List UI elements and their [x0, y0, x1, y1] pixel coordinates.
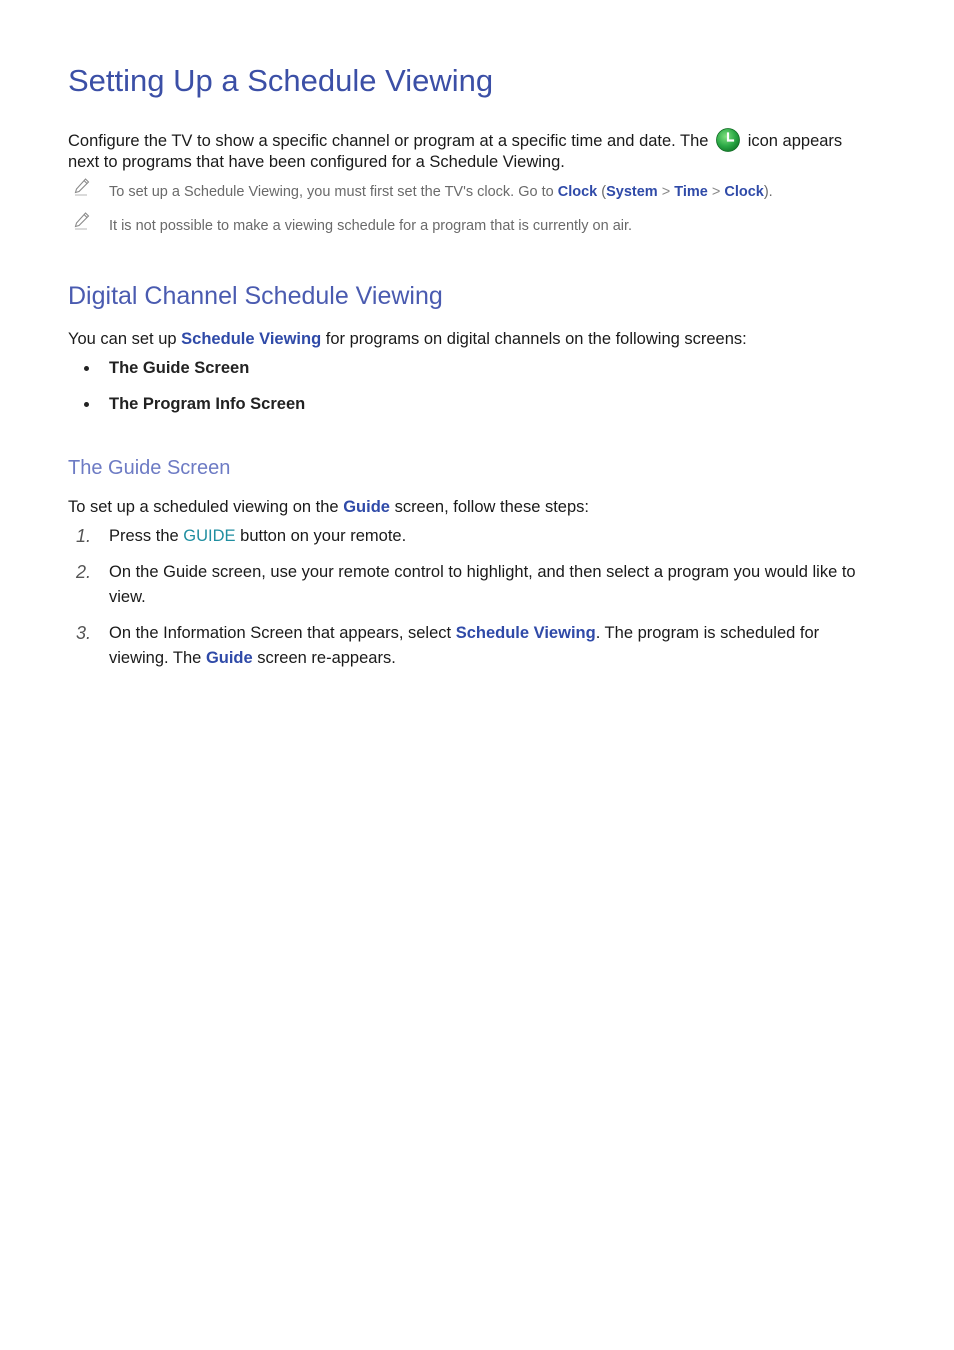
- step-list: [68, 524, 874, 671]
- step-text: On the Information Screen that appears, select: [109, 624, 452, 642]
- intro-paragraph: [68, 128, 874, 172]
- note-clock-suffix: ).: [763, 184, 773, 200]
- schedule-viewing-link[interactable]: Schedule Viewing: [181, 330, 322, 348]
- step-item-1: [68, 524, 874, 549]
- bullet-icon: [84, 402, 89, 407]
- step-text: On the Guide screen, use your remote control to highlight, and then select a program you would like to view.: [109, 563, 856, 606]
- step-number: 1.: [76, 526, 92, 546]
- note-clock-text: To set up a Schedule Viewing, you must first set the TV's clock. Go to: [109, 184, 554, 200]
- page-title: Setting Up a Schedule Viewing: [68, 63, 494, 98]
- chevron-right-icon: >: [711, 184, 721, 200]
- note-on-air-text: It is not possible to make a viewing schedule for a program that is currently on air.: [109, 218, 633, 234]
- digital-text-after: for programs on digital channels on the following screens:: [325, 330, 747, 348]
- guide-heading: The Guide Screen: [68, 457, 231, 479]
- menu-time-link[interactable]: Time: [674, 184, 708, 200]
- schedule-viewing-link[interactable]: Schedule Viewing: [455, 624, 596, 642]
- list-item-label: The Program Info Screen: [109, 395, 306, 413]
- step-text: Press the: [109, 527, 179, 545]
- note-on-air: [68, 216, 874, 236]
- guide-link[interactable]: Guide: [205, 649, 253, 667]
- step-item-3: [68, 621, 874, 671]
- bullet-icon: [84, 366, 89, 371]
- intro-text-2: icon appears next to programs that have been configured for a Schedule Viewing.: [68, 132, 843, 171]
- step-text: . The program is scheduled for viewing. The: [109, 624, 820, 667]
- list-item: [68, 394, 874, 414]
- guide-link[interactable]: Guide: [343, 498, 390, 516]
- step-text: button on your remote.: [240, 527, 407, 545]
- step-item-2: [68, 560, 874, 610]
- menu-system-link[interactable]: System: [606, 184, 658, 200]
- document-page: [68, 60, 874, 682]
- guide-text-before: To set up a scheduled viewing on the: [68, 498, 339, 516]
- screen-list: [68, 358, 874, 414]
- chevron-right-icon: >: [661, 184, 671, 200]
- pencil-icon: [74, 212, 90, 230]
- menu-clock-sub-link[interactable]: Clock: [724, 184, 764, 200]
- step-number: 3.: [76, 623, 92, 643]
- digital-heading: Digital Channel Schedule Viewing: [68, 282, 443, 310]
- list-item-label: The Guide Screen: [109, 359, 250, 377]
- guide-text-after: screen, follow these steps:: [394, 498, 589, 516]
- intro-text-1: Configure the TV to show a specific channel or program at a specific time and date. The: [68, 132, 709, 150]
- step-text: screen re-appears.: [257, 649, 396, 667]
- clock-icon: [716, 128, 740, 152]
- digital-text-before: You can set up: [68, 330, 177, 348]
- list-item: [68, 358, 874, 378]
- note-clock: To set up a Schedule Viewing, you must first set the TV's clock. Go to Clock (System > Time > Clock).: [68, 182, 874, 202]
- step-number: 2.: [76, 562, 92, 582]
- pencil-icon: [74, 178, 90, 196]
- menu-clock-link[interactable]: Clock: [557, 184, 598, 200]
- guide-button-label: GUIDE: [183, 527, 236, 545]
- guide-paragraph: [68, 497, 874, 517]
- digital-paragraph: [68, 329, 874, 349]
